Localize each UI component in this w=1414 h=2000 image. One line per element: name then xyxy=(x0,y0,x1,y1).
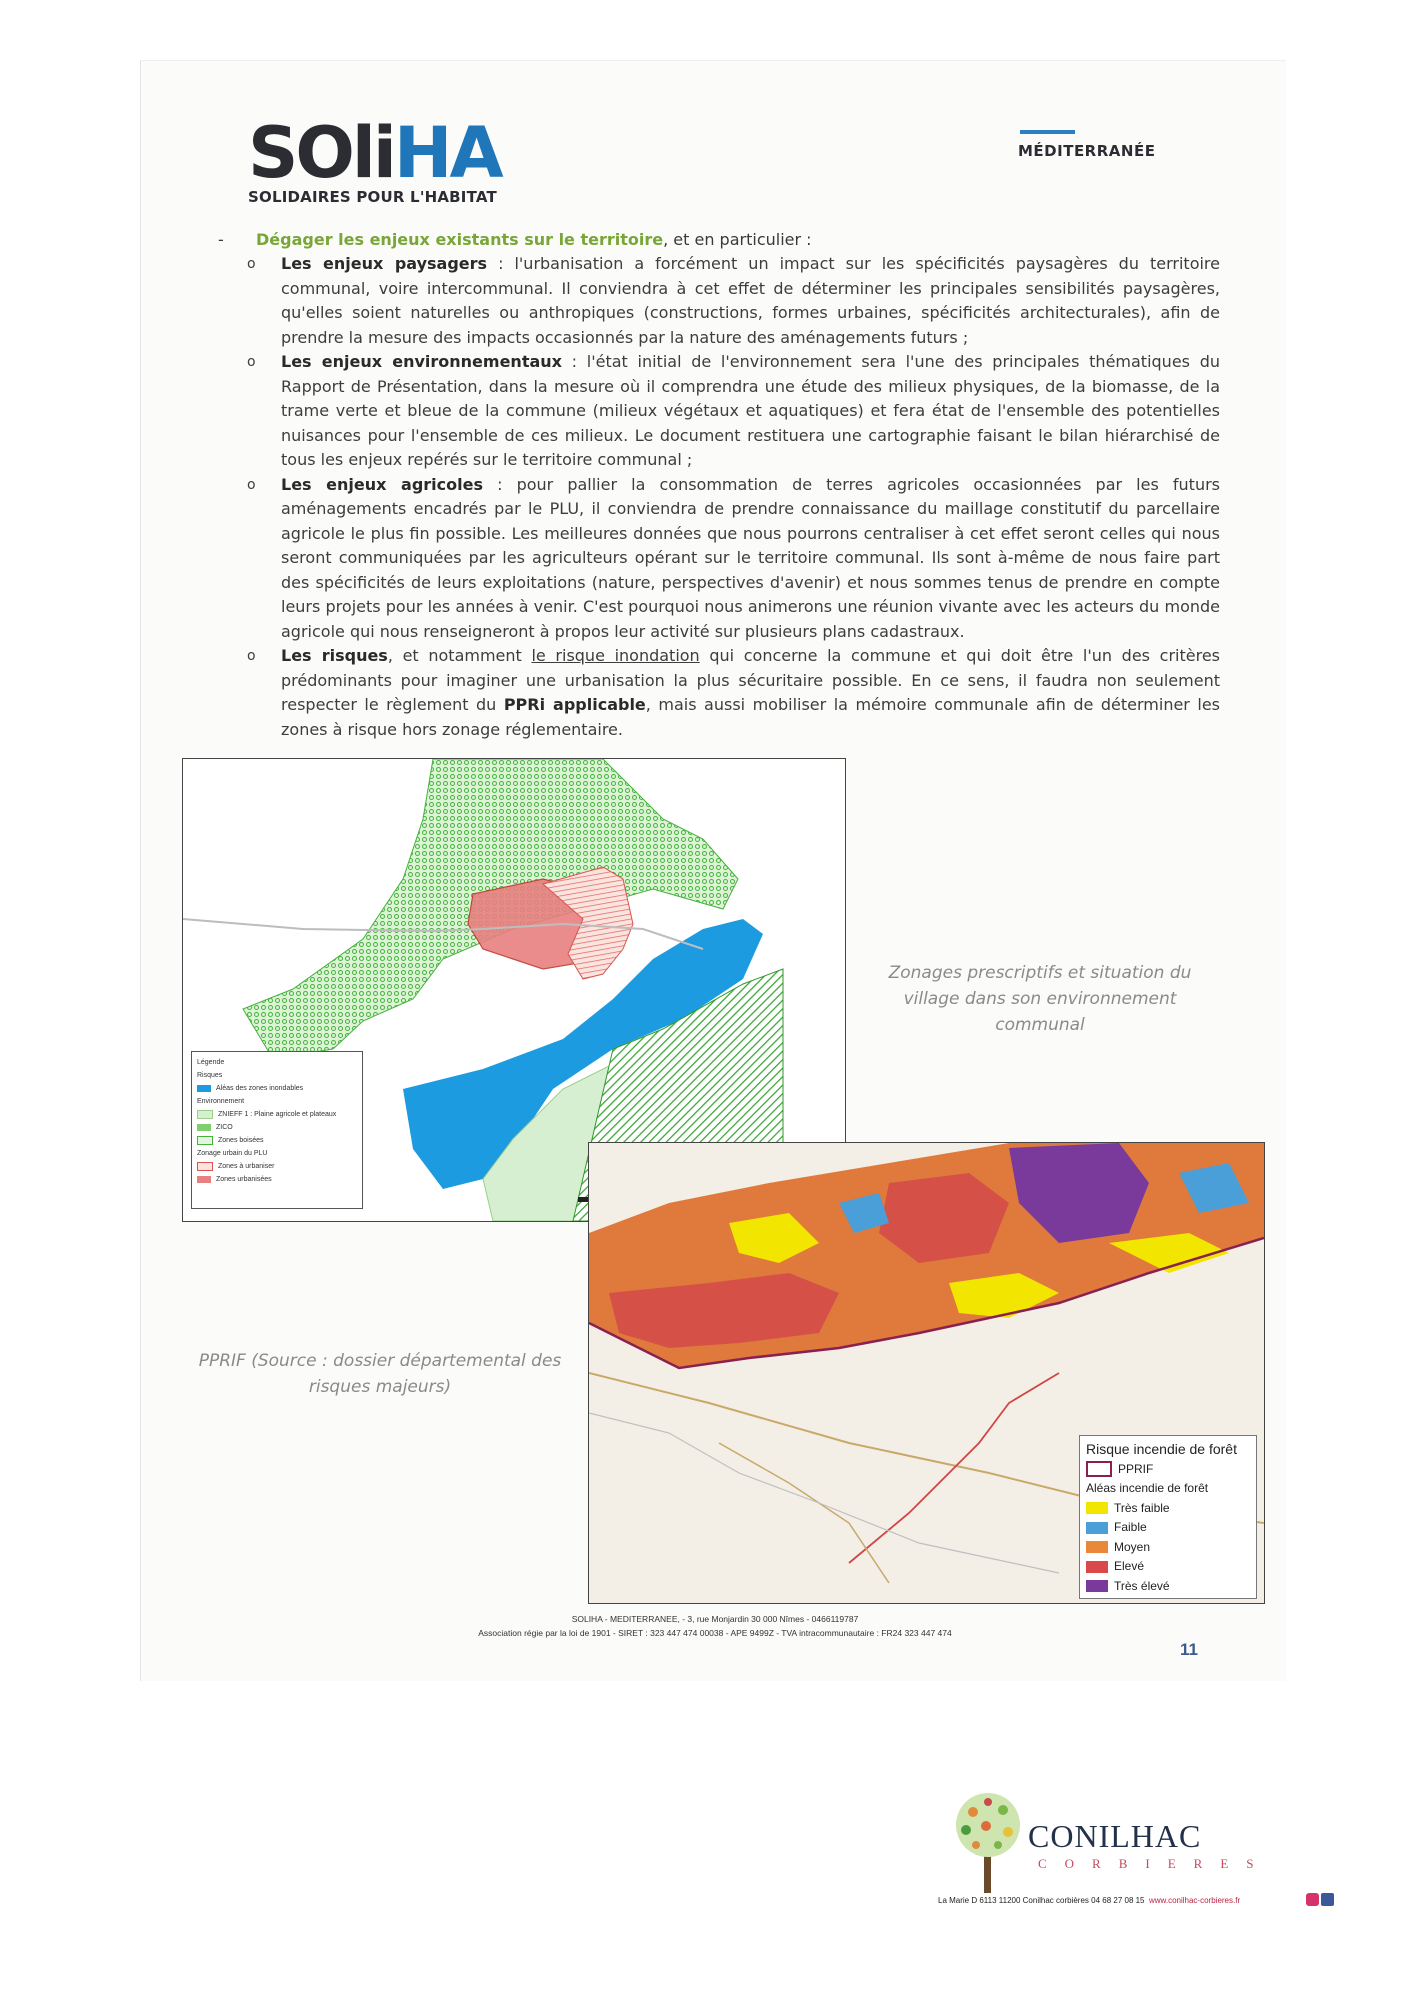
legend-item: Aléas des zones inondables xyxy=(197,1082,357,1095)
item-title: Les risques xyxy=(281,646,388,665)
conilhac-sub: CORBIERES xyxy=(1038,1856,1272,1871)
item-title: Les enjeux agricoles xyxy=(281,474,483,494)
legend-item: Très faible xyxy=(1086,1499,1250,1519)
logo-text-ha: HA xyxy=(393,112,501,194)
logo-tagline: SOLIDAIRES POUR L'HABITAT xyxy=(248,188,497,206)
legend-item: ZICO xyxy=(197,1121,357,1134)
item-text: qui concerne la commune et qui doit être l'un des critères prédominants pour imaginer une urbanisation la plus sécuritaire possible. En ce sens, il faudra non seulement respecter le règlement du xyxy=(281,646,1220,714)
legend-item: Zones à urbaniser xyxy=(197,1160,357,1173)
legend-item: Faible xyxy=(1086,1518,1250,1538)
item-title: Les enjeux environnementaux xyxy=(281,352,562,371)
legend-item: Zones boisées xyxy=(197,1134,357,1147)
enjeux-list xyxy=(245,252,1220,742)
legend-item: ZNIEFF 1 : Plaine agricole et plateaux xyxy=(197,1108,357,1121)
item-text: : l'état initial de l'environnement sera l'une des principales thématiques du Rapport de Présentation, dans la mesure où il comprendra une étude des milieux physiques, de la biomasse, de la trame verte et bleue de la commune (milieux végétaux et aquatiques) et fera état de l'ensemble des potentielles nuisances pour l'ensemble de ces milieux. Le document restituera une cartographie faisant le bilan hiérarchisé de tous les enjeux repérés sur le territoire communal ; xyxy=(281,352,1220,469)
footer-line-1: SOLIHA - MEDITERRANEE, - 3, rue Monjardin 30 000 Nîmes - 0466119787 xyxy=(571,1614,859,1624)
legend-section: Environnement xyxy=(197,1098,245,1105)
pprif-legend xyxy=(1079,1435,1257,1599)
map1-caption: Zonages prescriptifs et situation du village dans son environnement communal xyxy=(888,963,1192,1035)
legend-title: Risque incendie de forêt xyxy=(1086,1441,1237,1457)
intro-highlight: Dégager les enjeux existants sur le territoire xyxy=(256,230,664,249)
list-item xyxy=(245,350,1220,473)
underlined-phrase: le risque inondation xyxy=(531,646,700,665)
facebook-icon[interactable] xyxy=(1321,1893,1334,1906)
intro-rest: , et en particulier : xyxy=(663,230,812,249)
item-text: , et notamment xyxy=(387,646,532,665)
contact-line xyxy=(938,1896,1240,1905)
bullet: o xyxy=(247,256,256,272)
pprif-map xyxy=(588,1142,1265,1604)
item-text: , mais aussi mobiliser la mémoire communale afin de déterminer les zones à risque hors zonage réglementaire. xyxy=(281,695,1221,739)
bullet: o xyxy=(247,648,256,664)
list-item xyxy=(245,252,1220,350)
region-label: MÉDITERRANÉE xyxy=(1018,142,1156,160)
zonage-legend xyxy=(191,1051,363,1209)
footer-line-2: Association régie par la loi de 1901 - SIRET : 323 447 474 00038 - APE 9499Z - TVA intracommunautaire : FR24 323 447 474 xyxy=(478,1628,952,1638)
social-icons xyxy=(1306,1893,1336,1911)
instagram-icon[interactable] xyxy=(1306,1893,1319,1906)
conilhac-brand: CONILHAC xyxy=(1028,1818,1202,1854)
list-item xyxy=(245,473,1220,645)
legend-item: PPRIF xyxy=(1086,1460,1250,1480)
intro-dash: - xyxy=(218,230,224,249)
legend-section: Risques xyxy=(197,1072,223,1079)
tree-icon xyxy=(948,1790,1028,1894)
bullet: o xyxy=(247,354,256,370)
legend-item: Elevé xyxy=(1086,1557,1250,1577)
legend-section: Aléas incendie de forêt xyxy=(1086,1481,1209,1495)
website-link[interactable]: www.conilhac-corbieres.fr xyxy=(1148,1896,1241,1905)
list-item-risques xyxy=(245,644,1220,742)
bold-phrase: PPRi applicable xyxy=(503,695,646,714)
intro-line xyxy=(218,230,812,249)
legend-title: Légende xyxy=(197,1059,225,1066)
map2-caption: PPRIF (Source : dossier départemental des risques majeurs) xyxy=(198,1351,562,1397)
item-title: Les enjeux paysagers xyxy=(281,254,488,273)
legend-section: Zonage urbain du PLU xyxy=(197,1150,268,1157)
item-text: : pour pallier la consommation de terres agricoles occasionnées par les futurs aménagements encadrés par le PLU, il conviendra de prendre connaissance du maillage constitutif du parcellaire agricole le plus fin possible. Les meilleures données que nous pourrons centraliser à cet effet seront celles qui nous seront communiquées par les agriculteurs opérant sur le territoire communal. Ils sont à-même de nous faire part des spécificités de leurs exploitations (nature, perspectives d'avenir) et nous sommes tenus de prendre en compte leurs projets pour les années à venir. C'est pourquoi nous animerons une réunion vivante avec les acteurs du monde agricole qui nous renseigneront à propos leur activité sur plusieurs plans cadastraux. xyxy=(281,474,1220,641)
item-text: : l'urbanisation a forcément un impact sur les spécificités paysagères du territoire communal, voire intercommunal. Il conviendra à cet effet de déterminer les principales sensibilités paysagères, qu'elles soient naturelles ou anthropiques (constructions, formes urbaines, spécificités architecturales), afin de prendre la mesure des impacts occasionnés par la nature des aménagements futurs ; xyxy=(281,254,1220,347)
logo-text-soli: SOli xyxy=(248,112,394,194)
legend-item: Zones urbanisées xyxy=(197,1173,357,1186)
soliha-logo xyxy=(248,112,501,206)
bullet: o xyxy=(247,476,256,493)
contact-address: La Marie D 6113 11200 Conilhac corbières 04 68 27 08 15 xyxy=(938,1896,1145,1905)
legend-item: Moyen xyxy=(1086,1538,1250,1558)
page-number: 11 xyxy=(1180,1640,1198,1659)
conilhac-logo xyxy=(948,1790,1272,1899)
region-accent-bar xyxy=(1020,130,1075,134)
legend-item: Très élevé xyxy=(1086,1577,1250,1597)
